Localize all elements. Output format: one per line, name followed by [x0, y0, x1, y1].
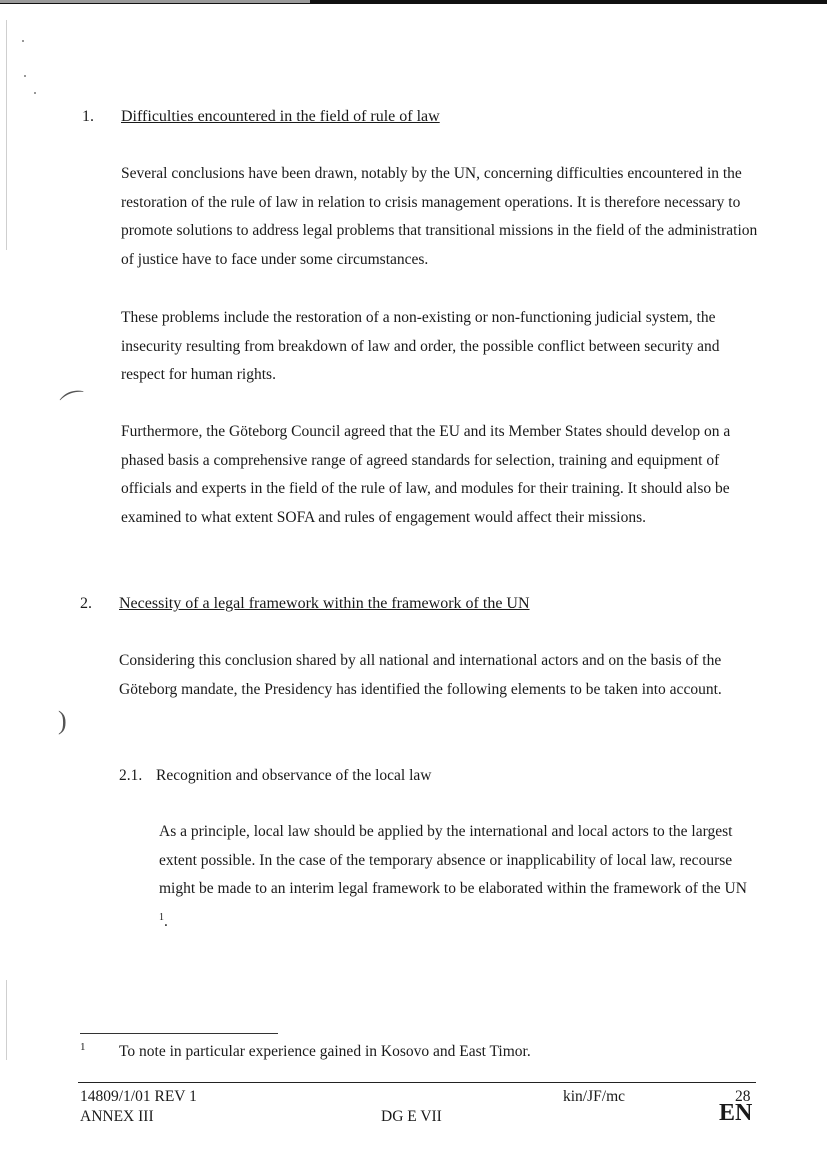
- page-number: 28: [735, 1088, 751, 1105]
- footer-separator: [78, 1082, 756, 1083]
- language-code: EN: [719, 1100, 753, 1126]
- subsection-paragraph: [159, 818, 755, 937]
- paragraph: Several conclusions have been drawn, notably by the UN, concerning difficulties encountered in the restoration of the rule of law in relation to crisis management operations. It is therefore necessary to promote solutions to address legal problems that transitional missions in the field of the administration of justice have to face under some circumstances.: [121, 165, 758, 268]
- footer-dg: DG E VII: [381, 1108, 442, 1125]
- punch-hole-mark: ): [58, 706, 67, 735]
- footnote-number: 1: [80, 1041, 86, 1053]
- subsection-paragraph-text: As a principle, local law should be applied by the international and local actors to the largest extent possible. In the case of the temporary absence or inapplicability of local law, recourse might be made to an interim legal framework to be elaborated within the framework of the UN: [159, 823, 747, 898]
- subsection-number: 2.1.: [119, 767, 143, 784]
- footnote-separator: [80, 1033, 278, 1034]
- subsection-heading: [119, 766, 431, 786]
- scan-border-top-light: [0, 0, 310, 3]
- paragraph: These problems include the restoration of a non-existing or non-functioning judicial system, the insecurity resulting from breakdown of law and order, the possible conflict between security and respect for human rights.: [121, 309, 720, 384]
- scan-speck: [24, 75, 26, 77]
- section-1-heading: [82, 107, 682, 129]
- section-title: Necessity of a legal framework within the framework of the UN: [119, 595, 530, 612]
- subsection-title: Recognition and observance of the local law: [156, 767, 432, 784]
- footnote-text: To note in particular experience gained in Kosovo and East Timor.: [119, 1043, 531, 1060]
- scan-speck: [34, 92, 36, 94]
- paragraph-end: .: [164, 912, 168, 930]
- section-number: 1.: [82, 108, 94, 125]
- scan-edge-line: [6, 20, 7, 250]
- footer-doc-ref: 14809/1/01 REV 1: [80, 1088, 197, 1105]
- punch-hole-mark: ⌒: [57, 386, 93, 423]
- footer-initials: kin/JF/mc: [563, 1088, 626, 1105]
- paragraph: Furthermore, the Göteborg Council agreed that the EU and its Member States should develop on a phased basis a comprehensive range of agreed standards for selection, training and equipment of officials and experts in the field of the rule of law, and modules for their training. It should also be examined to what extent SOFA and rules of engagement would affect their missions.: [121, 423, 731, 526]
- section-number: 2.: [80, 595, 92, 612]
- section-2-heading: [80, 594, 680, 616]
- footnote-reference[interactable]: 1: [159, 911, 164, 923]
- section-title: Difficulties encountered in the field of rule of law: [121, 108, 440, 125]
- paragraph: Considering this conclusion shared by all national and international actors and on the basis of the Göteborg mandate, the Presidency has identified the following elements to be taken into account.: [119, 652, 722, 698]
- scan-speck: [22, 40, 24, 42]
- footer-annex: ANNEX III: [80, 1108, 154, 1125]
- scan-edge-line: [6, 980, 7, 1060]
